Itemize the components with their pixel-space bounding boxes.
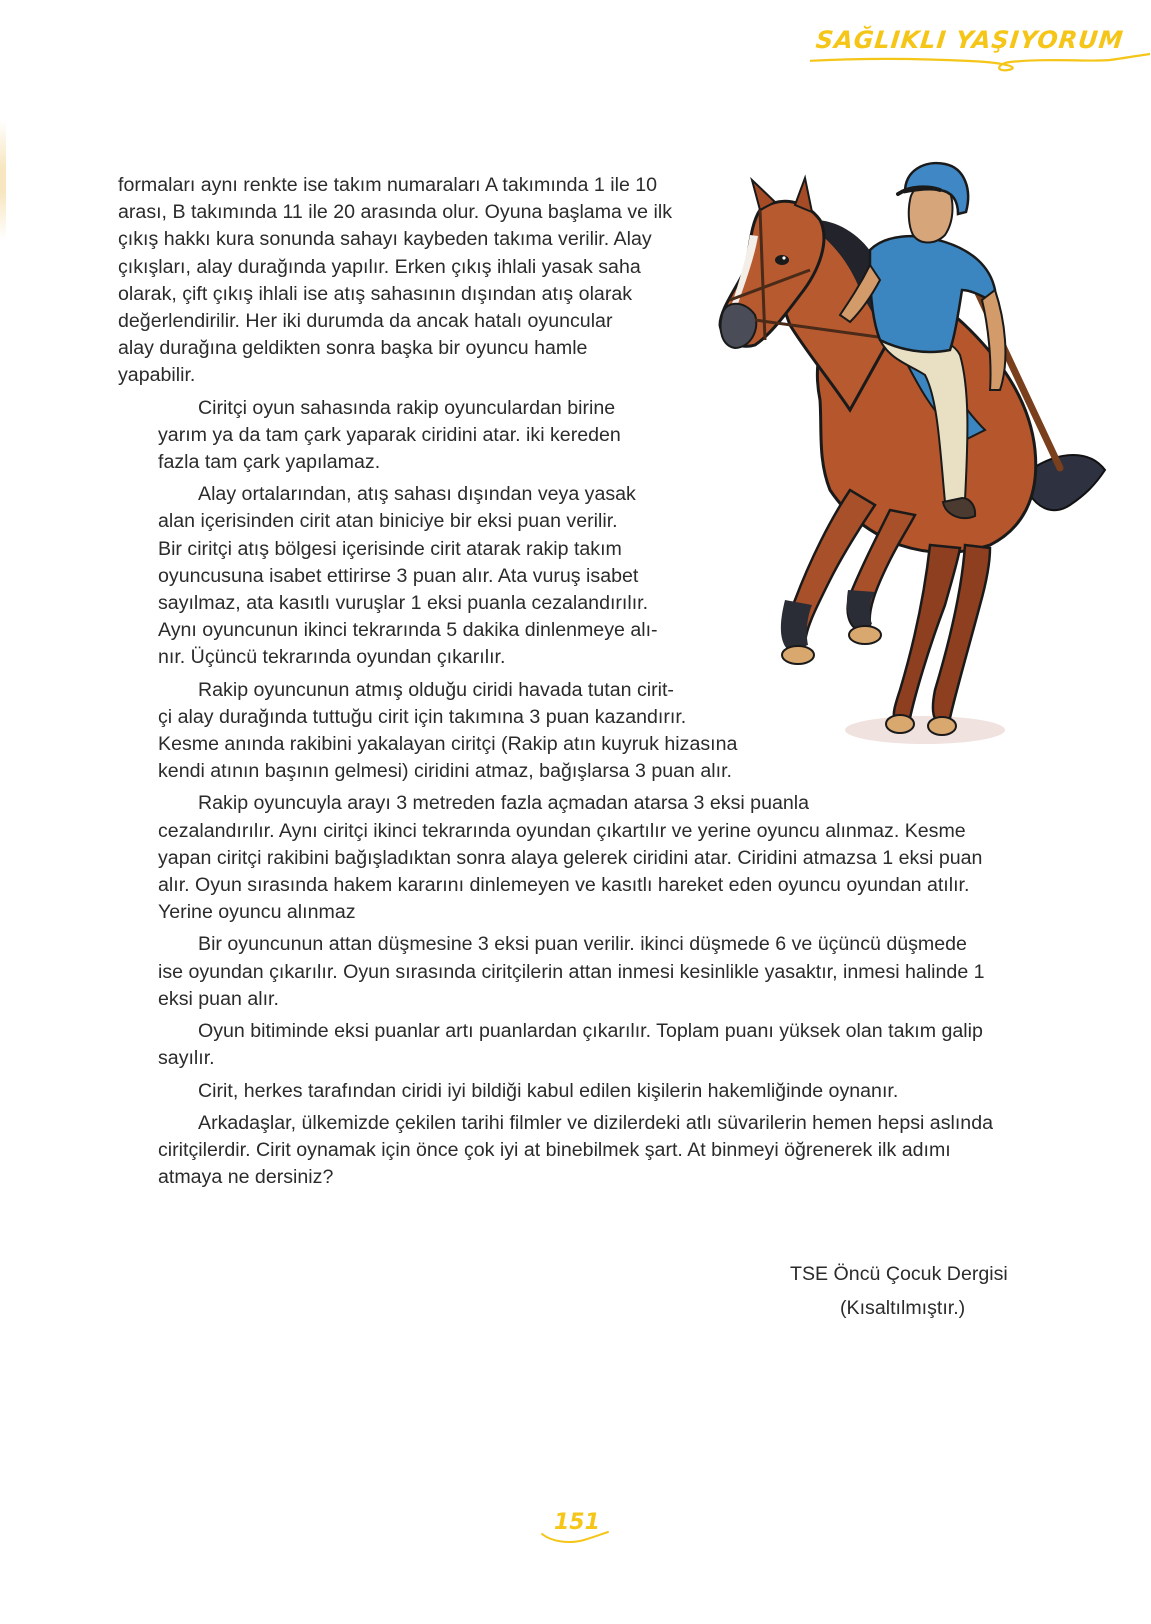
paragraph-7: Oyun bitiminde eksi puanlar artı puanlardan çıkarılır. Toplam puanı yüksek olan takım galip sayılır. bbox=[158, 1020, 983, 1070]
page-number-swoosh-icon bbox=[540, 1528, 610, 1548]
paragraph-5: Rakip oyuncuyla arayı 3 metreden fazla açmadan atarsa 3 eksi puanla cezalandırılır. Aynı ciritçi ikinci tekrarında oyundan çıkartılır ve yerine oyuncu alınmaz. Kesme yapan ciritçi rakibini bağışladıktan sonra alaya gelerek ciridini atar. Ciridini atmazsa 1 eksi puan alır. Oyun sırasında hakem kararını dinlemeyen ve kasıtlı hareket eden oyuncu oyundan atılır. Yerine oyuncu alınmaz bbox=[158, 792, 983, 924]
source-note: (Kısaltılmıştır.) bbox=[840, 1297, 966, 1319]
source-attribution bbox=[760, 1257, 1020, 1325]
squiggle-underline-icon bbox=[810, 52, 1150, 76]
paragraph-3: Alay ortalarından, atış sahası dışından veya yasak alan içerisinden cirit atan biniciye bir eksi puan verilir. Bir ciritçi atış bölgesi içerisinde cirit atarak rakip takım oyuncusuna isabet ettirirse 3 puan alır. Ata vuruş isabet sayılmaz, ata kasıtlı vuruşlar 1 eksi puanla cezalandırılır. Aynı oyuncunun ikinci tekrarında 5 dakika dinlenmeye alı- nır. Üçüncü tekrarında oyundan çıkarılır. bbox=[158, 483, 658, 669]
section-title: SAĞLIKLI YAŞIYORUM bbox=[814, 26, 1126, 54]
paragraph-9: Arkadaşlar, ülkemizde çekilen tarihi filmler ve dizilerdeki atlı süvarilerin hemen hepsi aslında ciritçilerdir. Cirit oynamak için önce çok iyi at binebilmek şart. At binmeyi öğrenerek ilk adımı atmaya ne dersiniz? bbox=[158, 1111, 993, 1189]
paragraph-6: Bir oyuncunun attan düşmesine 3 eksi puan verilir. ikinci düşmede 6 ve üçüncü düşmede ise oyundan çıkarılır. Oyun sırasında ciritçilerin attan inmesi kesinlikle yasaktır, inmesi halinde 1 eksi puan alır. bbox=[158, 933, 985, 1010]
paragraph-8: Cirit, herkes tarafından ciridi iyi bildiği kabul edilen kişilerin hakemliğinde oynanır. bbox=[198, 1079, 899, 1102]
paragraph-2: Ciritçi oyun sahasında rakip oyunculardan birine yarım ya da tam çark yaparak ciridini atar. iki kereden fazla tam çark yapılamaz. bbox=[158, 396, 621, 474]
section-header bbox=[810, 22, 1150, 82]
source-name: TSE Öncü Çocuk Dergisi bbox=[790, 1263, 1008, 1285]
paragraph-1: formaları aynı renkte ise takım numaraları A takımında 1 ile 10 arası, B takımında 11 ile 20 arasında olur. Oyuna başlama ve ilk çıkış hakkı kura sonunda sahayı kaybeden takıma verilir. Alay çıkışları, alay durağında yapılır. Erken çıkış ihlali yasak saha olarak, çift çıkış ihlali ise atış sahasının dışından atış olarak değerlendirilir. Her iki durumda da ancak hatalı oyuncular alay durağına geldikten sonra başka bir oyuncu hamle yapabilir. bbox=[118, 174, 673, 387]
page-edge-decoration bbox=[0, 120, 6, 240]
paragraph-4: Rakip oyuncunun atmış olduğu ciridi havada tutan cirit- çi alay durağında tuttuğu cirit için takımına 3 puan kazandırır. Kesme anında rakibini yakalayan ciritçi (Rakip atın kuyruk hizasına kendi atının başının gelmesi) ciridini atmaz, bağışlarsa 3 puan alır. bbox=[158, 678, 738, 783]
page-number bbox=[540, 1508, 610, 1548]
article-body bbox=[118, 172, 1036, 1196]
page-number-text: 151 bbox=[554, 1510, 600, 1535]
